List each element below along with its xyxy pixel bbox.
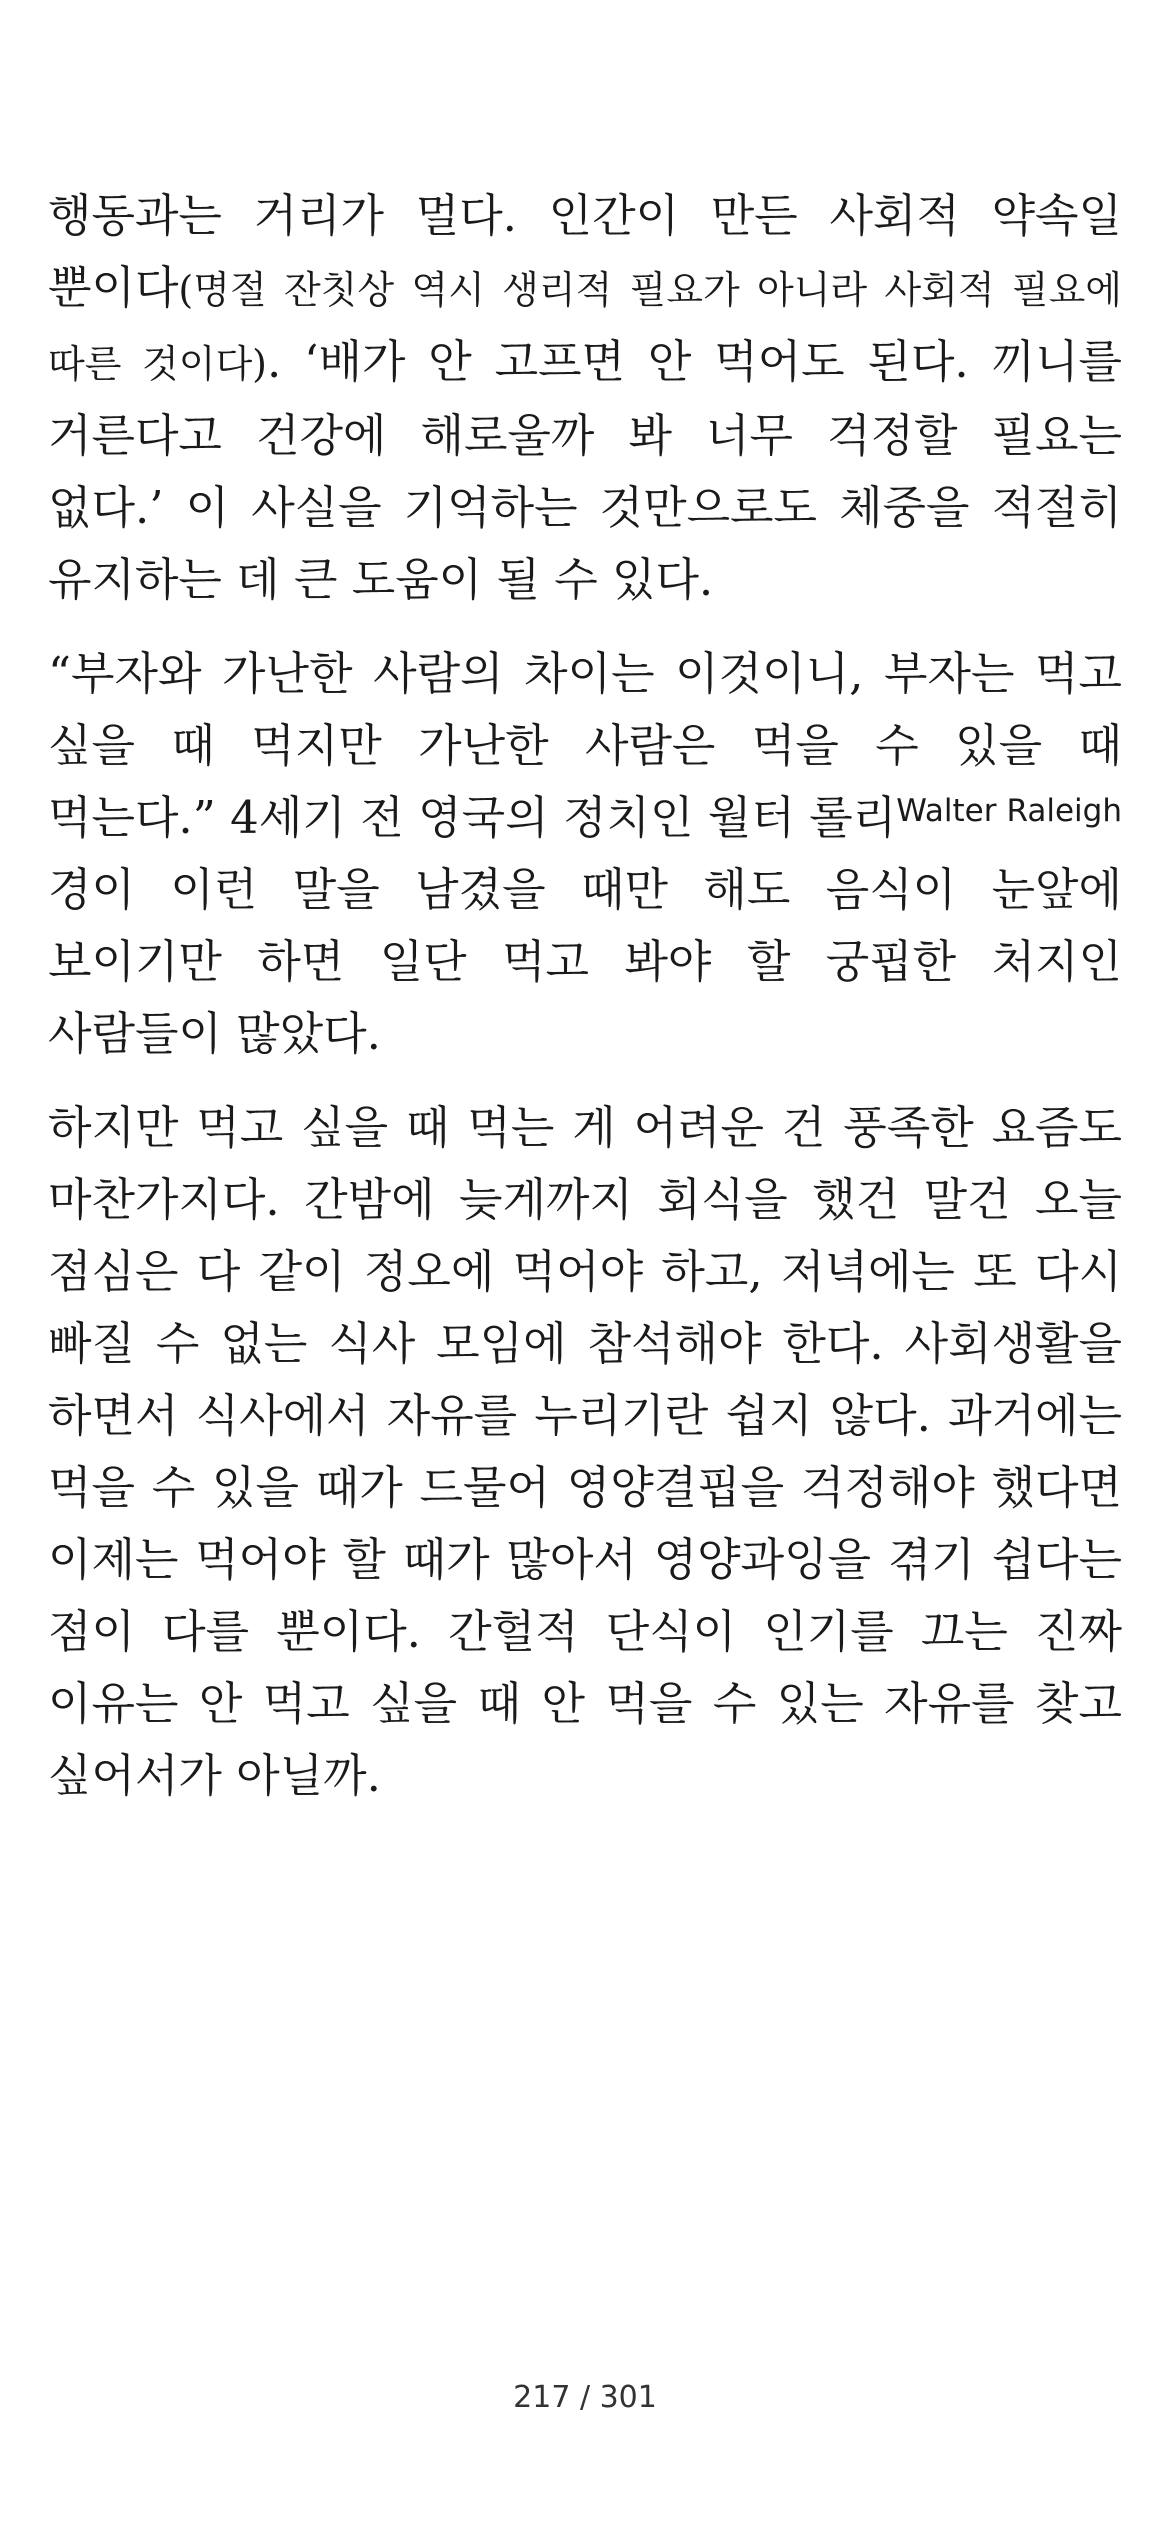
paragraph-2: [48, 638, 1122, 1070]
paragraph-2-annotation: Walter Raleigh: [896, 793, 1122, 829]
paragraph-2-text-a: “부자와 가난한 사람의 차이는 이것이니, 부자는 먹고 싶을 때 먹지만 가난한 사람은 먹을 수 있을 때 먹는다.” 4세기 전 영국의 정치인 월터 롤리: [48, 647, 1122, 844]
paragraph-1-parenthetical: (명절 잔칫상 역시 생리적 필요가 아니라 사회적 필요에 따른 것이다): [48, 268, 1122, 386]
paragraph-3-text: 하지만 먹고 싶을 때 먹는 게 어려운 건 풍족한 요즘도 마찬가지다. 간밤에 늦게까지 회식을 했건 말건 오늘 점심은 다 같이 정오에 먹어야 하고, 저녁에는 또 다시 빠질 수 없는 식사 모임에 참석해야 한다. 사회생활을 하면서 식사에서 자유를 누리기란 쉽지 않다. 과거에는 먹을 수 있을 때가 드물어 영양결핍을 걱정해야 했다면 이제는 먹어야 할 때가 많아서 영양과잉을 겪기 쉽다는 점이 다를 뿐이다. 간헐적 단식이 인기를 끄는 진짜 이유는 안 먹고 싶을 때 안 먹을 수 있는 자유를 찾고 싶어서가 아닐까.: [48, 1101, 1122, 1802]
paragraph-1: [48, 180, 1122, 616]
book-text-body: [48, 180, 1122, 1834]
page-indicator: 217 / 301: [513, 2380, 657, 2415]
paragraph-2-text-b: 경이 이런 말을 남겼을 때만 해도 음식이 눈앞에 보이기만 하면 일단 먹고 봐야 할 궁핍한 처지인 사람들이 많았다.: [48, 863, 1122, 1060]
paragraph-3: [48, 1092, 1122, 1812]
paragraph-1-text-b: . ‘배가 안 고프면 안 먹어도 된다. 끼니를 거른다고 건강에 해로울까 봐 너무 걱정할 필요는 없다.’ 이 사실을 기억하는 것만으로도 체중을 적절히 유지하는 데 큰 도움이 될 수 있다.: [48, 335, 1123, 606]
paragraph-1-text-a: 행동과는 거리가 멀다. 인간이 만든 사회적 약속일 뿐이다: [48, 189, 1122, 314]
